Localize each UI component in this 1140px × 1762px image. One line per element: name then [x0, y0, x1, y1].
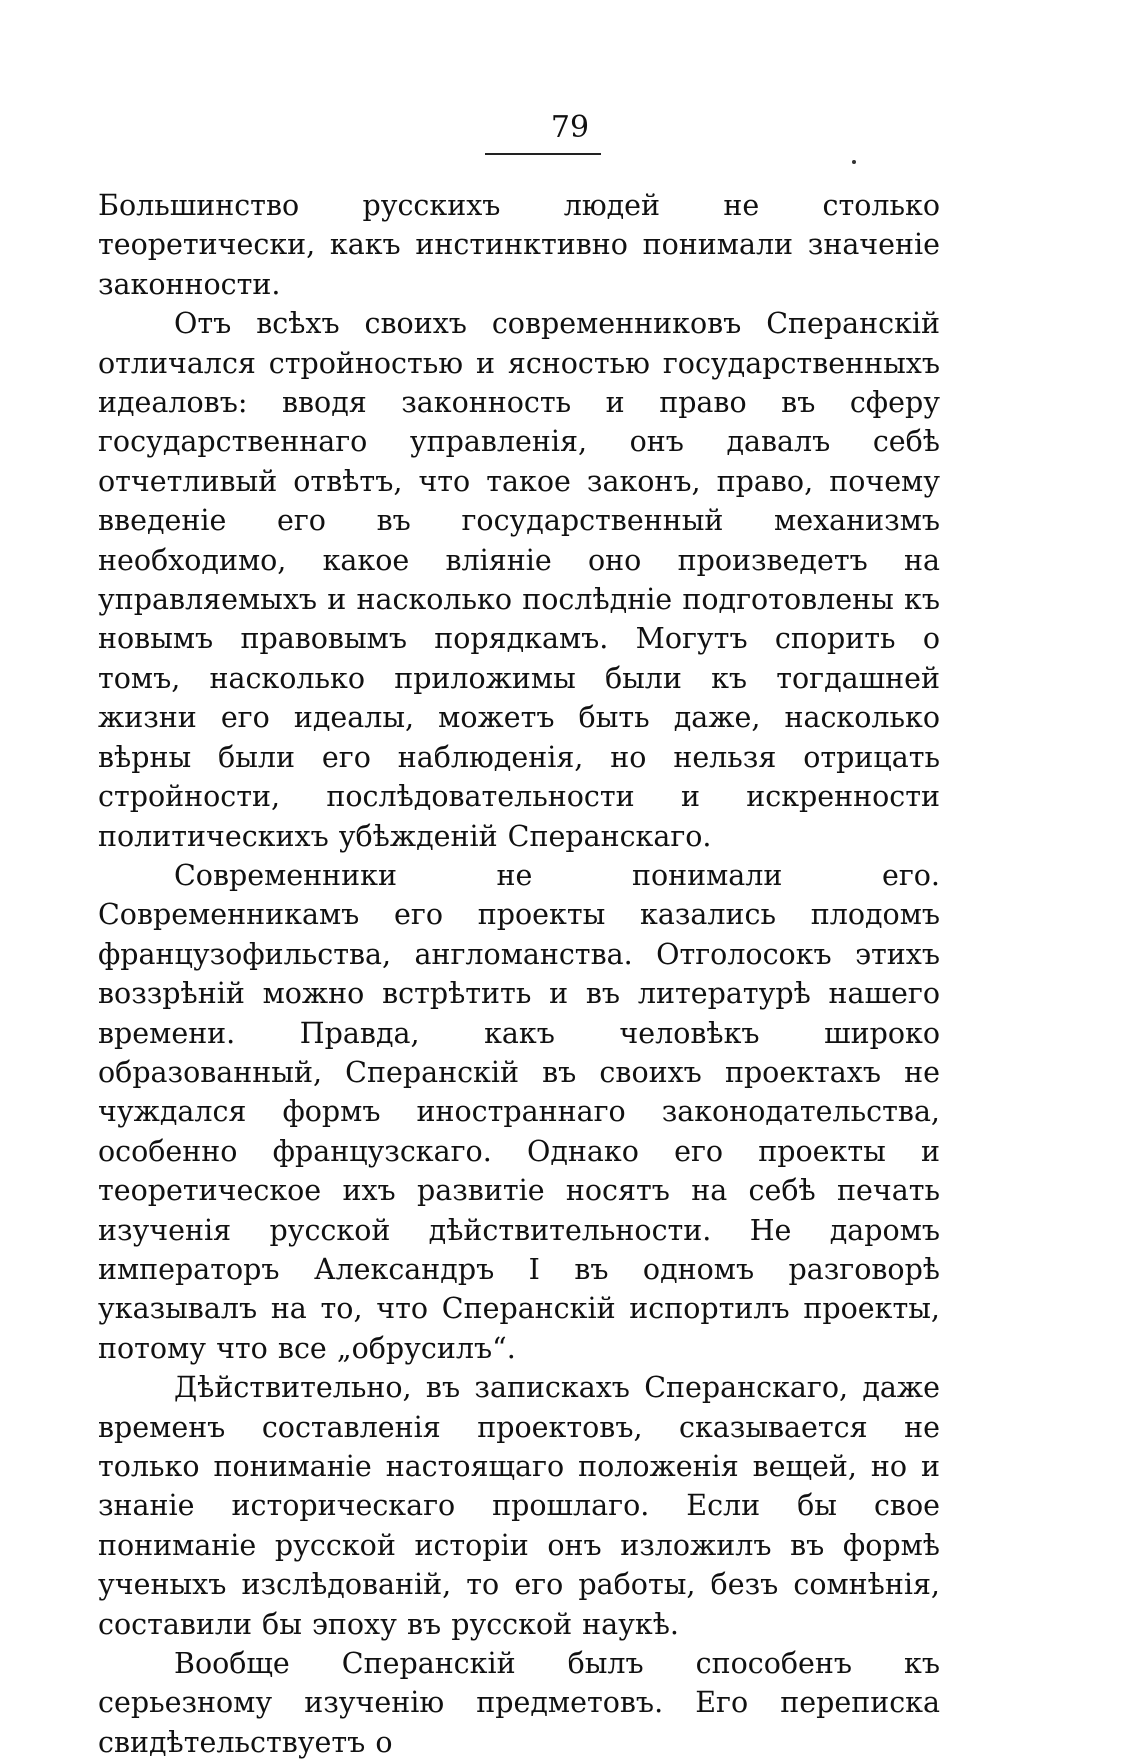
page-number-rule	[485, 153, 601, 155]
paragraph-4: Дѣйствительно, въ запискахъ Сперанскаго, даже временъ составленiя проектовъ, сказывается не только пониманiе настоящаго положенiя вещей, но и знанiе историческаго прошлаго. Если бы свое пониманiе русской исторiи онъ изложилъ въ формѣ ученыхъ изслѣдованiй, то его работы, безъ сомнѣнiя, составили бы эпоху въ русской наукѣ.	[98, 1371, 940, 1641]
paragraph-5: Вообще Сперанскiй былъ способенъ къ серьезному изученiю предметовъ. Его переписка свидѣтельствуетъ о	[98, 1647, 940, 1759]
paragraph-3: Современники не понимали его. Современникамъ его проекты казались плодомъ французофильства, англоманства. Отголосокъ этихъ воззрѣнiй можно встрѣтить и въ литературѣ нашего времени. Правда, какъ человѣкъ широко образованный, Сперанскiй въ своихъ проектахъ не чуждался формъ иностраннаго законодательства, особенно французскаго. Однако его проекты и теоретическое ихъ развитiе носятъ на себѣ печать изученiя русской дѣйствительности. Не даромъ императоръ Александръ I въ одномъ разговорѣ указывалъ на то, что Сперанскiй испортилъ проекты, потому что все „обрусилъ“.	[98, 858, 940, 1365]
body-text	[98, 186, 940, 1762]
page-number: 79	[550, 110, 590, 145]
print-speck	[852, 160, 856, 164]
paragraph-1: Большинство русскихъ людей не столько теоретически, какъ инстинктивно понимали значенiе законности.	[98, 189, 940, 301]
paragraph-2: Отъ всѣхъ своихъ современниковъ Сперанскiй отличался стройностью и ясностью государственныхъ идеаловъ: вводя законность и право въ сферу государственнаго управленiя, онъ давалъ себѣ отчетливый отвѣтъ, что такое законъ, право, почему введенiе его въ государственный механизмъ необходимо, какое влiянiе оно произведетъ на управляемыхъ и насколько послѣднiе подготовлены къ новымъ правовымъ порядкамъ. Могутъ спорить о томъ, насколько приложимы были къ тогдашней жизни его идеалы, можетъ быть даже, насколько вѣрны были его наблюденiя, но нельзя отрицать стройности, послѣдовательности и искренности политическихъ убѣжденiй Сперанскаго.	[98, 307, 940, 853]
